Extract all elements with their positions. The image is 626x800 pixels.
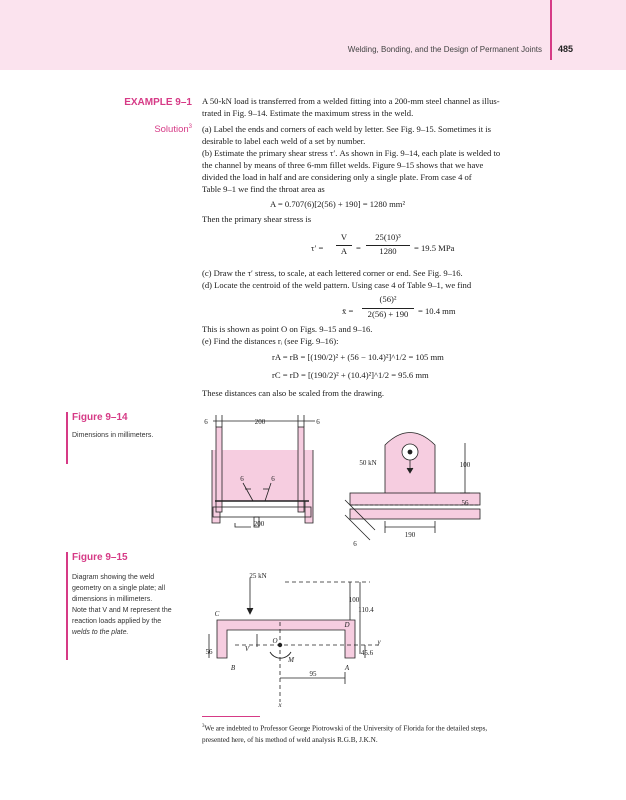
tau-den-2: 1280 bbox=[379, 246, 397, 256]
fig14-channel-lower bbox=[350, 509, 480, 519]
figure-15-caption-1: Diagram showing the weld bbox=[72, 574, 155, 581]
fig15-label-c: C bbox=[214, 610, 220, 618]
figure-15-title: Figure 9–15 bbox=[72, 552, 128, 563]
figure-14-caption: Dimensions in millimeters. bbox=[72, 432, 154, 439]
solution-text: Solution bbox=[154, 124, 189, 136]
fig14-label-load: 50 kN bbox=[359, 459, 377, 467]
fig15-label-d: D bbox=[344, 621, 350, 629]
fig15-label-45: 45.6 bbox=[360, 649, 374, 657]
tau-num-2: 25(10)³ bbox=[375, 232, 401, 242]
figure-15-caption-2: geometry on a single plate; all bbox=[72, 585, 165, 592]
solution-label bbox=[100, 124, 192, 135]
fig15-weld-shape bbox=[217, 620, 355, 658]
step-a-line-1: (a) Label the ends and corners of each weld by letter. See Fig. 9–15. Sometimes it is bbox=[202, 124, 492, 134]
fig14-label-h100: 100 bbox=[459, 461, 471, 469]
step-c-line: (c) Draw the τ′ stress, to scale, at each lettered corner or end. See Fig. 9–16. bbox=[202, 268, 463, 278]
figure-14-title: Figure 9–14 bbox=[72, 412, 128, 423]
fig14-label-w-right: 6 bbox=[316, 418, 320, 426]
fig15-centroid bbox=[278, 643, 282, 647]
problem-line-1: A 50-kN load is transferred from a welded fitting into a 200-mm steel channel as illus- bbox=[202, 96, 500, 106]
fig14-label-h56: 56 bbox=[461, 499, 469, 507]
fig14-channel-bottom bbox=[213, 507, 311, 517]
step-b-line-3: divided the load in half and are considering only a single plate. From case 4 of bbox=[202, 172, 472, 182]
xbar-lhs: x̄ = bbox=[342, 306, 354, 316]
figure-15-bar bbox=[66, 552, 68, 660]
fig15-label-95: 95 bbox=[309, 670, 317, 678]
fig15-label-m: M bbox=[288, 656, 294, 664]
running-title: Welding, Bonding, and the Design of Permanent Joints bbox=[347, 45, 542, 54]
header-rule bbox=[550, 0, 552, 60]
xbar-denominator: 2(56) + 190 bbox=[367, 309, 409, 319]
figure-15-caption-5: reaction loads applied by the bbox=[72, 618, 162, 625]
fig15-label-a: A bbox=[344, 664, 350, 672]
tau-lhs: τ′ = bbox=[311, 243, 324, 253]
fig15-label-56: 56 bbox=[205, 648, 213, 656]
fig15-label-load: 25 kN bbox=[249, 572, 267, 580]
page-number: 485 bbox=[558, 44, 574, 54]
tau-den-1: A bbox=[340, 246, 348, 256]
shear-intro: Then the primary shear stress is bbox=[202, 214, 312, 224]
fig14-fitting-center bbox=[408, 450, 412, 454]
fig14-channel-top bbox=[350, 493, 480, 505]
fig14-label-fw1: 6 bbox=[240, 475, 244, 483]
point-o-line: This is shown as point O on Figs. 9–15 and 9–16. bbox=[202, 324, 373, 334]
figure-14-bar bbox=[66, 412, 68, 464]
step-b-line-1: (b) Estimate the primary shear stress τ′. As shown in Fig. 9–14, each plate is welded to bbox=[202, 148, 501, 158]
step-d-line: (d) Locate the centroid of the weld pattern. Using case 4 of Table 9–1, we find bbox=[202, 280, 472, 290]
tau-result: = 19.5 MPa bbox=[414, 243, 455, 253]
footnote-marker: 3 bbox=[202, 724, 205, 729]
step-a-line-2: desirable to label each weld of a set by number. bbox=[202, 136, 366, 146]
scaled-note: These distances can also be scaled from the drawing. bbox=[202, 388, 385, 398]
step-b-line-2: the channel by means of three 6-mm fillet welds. Figure 9–15 shows that we have bbox=[202, 160, 484, 170]
fig15-load-arrowhead bbox=[247, 608, 253, 614]
figure-14-drawing bbox=[195, 405, 500, 560]
tau-num-1: V bbox=[340, 232, 348, 242]
fig14-label-len190: 190 bbox=[404, 531, 416, 539]
fig15-label-y: y bbox=[377, 638, 381, 646]
footnote-line-2: presented here, of his method of weld analysis R.G.B, J.K.N. bbox=[202, 736, 378, 744]
xbar-numerator: (56)² bbox=[379, 294, 397, 304]
throat-area-equation: A = 0.707(6)[2(56) + 190] = 1280 mm² bbox=[270, 199, 406, 209]
fig14-label-w-span: 200 bbox=[254, 418, 266, 426]
header-band bbox=[0, 0, 626, 70]
figure-15-caption-4: Note that V and M represent the bbox=[72, 607, 172, 614]
fig14-label-w-left: 6 bbox=[204, 418, 208, 426]
fig14-label-fw3: 6 bbox=[353, 540, 357, 548]
example-label: EXAMPLE 9–1 bbox=[124, 97, 192, 108]
fig15-label-o: O bbox=[272, 637, 278, 645]
fig15-label-100: 100 bbox=[348, 596, 360, 604]
footnote-rule bbox=[202, 716, 260, 717]
problem-line-2: trated in Fig. 9–14. Estimate the maximum stress in the weld. bbox=[202, 108, 414, 118]
fig14-channel-leader bbox=[235, 523, 251, 527]
fig15-label-110: 110.4 bbox=[358, 606, 374, 614]
r-ab-equation: rA = rB = [(190/2)² + (56 − 10.4)²]^1/2 = 105 mm bbox=[272, 352, 444, 362]
footnote-line-1 bbox=[202, 724, 487, 732]
solution-footnote-marker: 3 bbox=[188, 124, 192, 130]
figure-15-caption-3: dimensions in millimeters. bbox=[72, 596, 153, 603]
fig14-left-plate bbox=[216, 427, 222, 512]
step-e-line: (e) Find the distances rᵢ (see Fig. 9–16): bbox=[202, 336, 339, 346]
xbar-result: = 10.4 mm bbox=[418, 306, 456, 316]
tau-equals: = bbox=[356, 243, 361, 253]
figure-15-caption-6: welds to the plate. bbox=[72, 629, 129, 636]
step-b-line-4: Table 9–1 we find the throat area as bbox=[202, 184, 325, 194]
fig14-weld-leader-3 bbox=[365, 535, 370, 540]
figure-15-drawing bbox=[195, 562, 435, 712]
fig15-label-v: V bbox=[244, 645, 250, 653]
fig14-label-fw2: 6 bbox=[271, 475, 275, 483]
fig15-label-b: B bbox=[230, 664, 236, 672]
fig14-label-channel: 200 bbox=[253, 520, 265, 528]
footnote-text-1: We are indebted to Professor George Piotrowski of the University of Florida for the detailed steps, bbox=[204, 724, 488, 733]
fig15-label-x: x bbox=[278, 701, 282, 709]
fig14-right-plate bbox=[298, 427, 304, 512]
r-cd-equation: rC = rD = [(190/2)² + (10.4)²]^1/2 = 95.6 mm bbox=[272, 370, 429, 380]
